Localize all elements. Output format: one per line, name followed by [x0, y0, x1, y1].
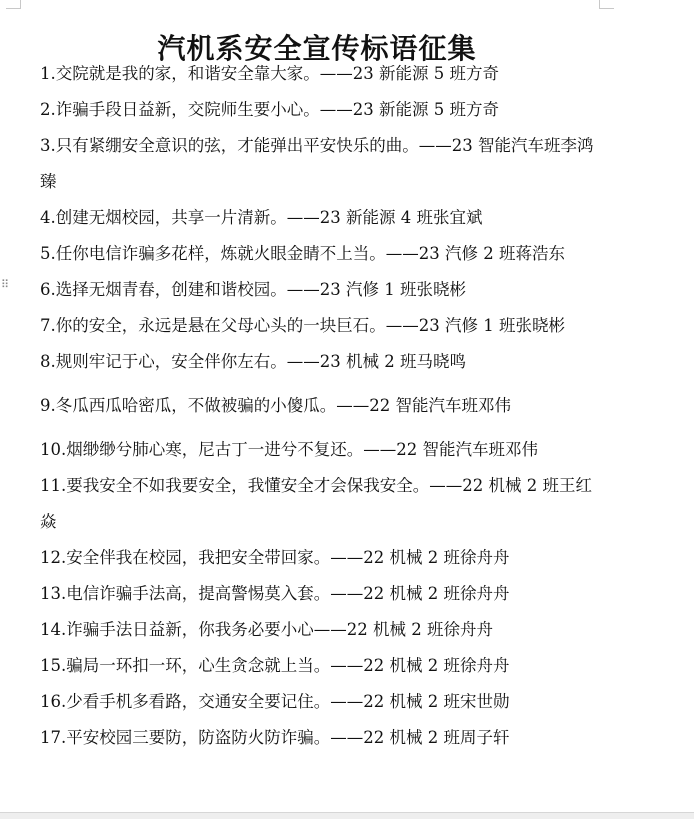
list-item: 9.冬瓜西瓜哈密瓜，不做被骗的小傻瓜。——22 智能汽车班邓伟: [40, 396, 511, 415]
page-corner-mark: [6, 0, 21, 9]
list-item: 2.诈骗手段日益新，交院师生要小心。——23 新能源 5 班方奇: [40, 100, 499, 119]
list-item: 5.任你电信诈骗多花样，炼就火眼金睛不上当。——23 汽修 2 班蒋浩东: [40, 244, 565, 263]
list-item: 11.要我安全不如我要安全，我懂安全才会保我安全。——22 机械 2 班王红焱: [40, 476, 592, 531]
drag-handle-icon[interactable]: ⠿: [1, 278, 11, 291]
page-corner-mark: [599, 0, 614, 9]
slogan-list: [40, 56, 600, 756]
list-item: 16.少看手机多看路，交通安全要记住。——22 机械 2 班宋世勋: [40, 692, 510, 711]
list-item: 17.平安校园三要防，防盗防火防诈骗。——22 机械 2 班周子轩: [40, 728, 510, 747]
list-item: 15.骗局一环扣一环，心生贪念就上当。——22 机械 2 班徐舟舟: [40, 656, 510, 675]
list-item: 7.你的安全，永远是悬在父母心头的一块巨石。——23 汽修 1 班张晓彬: [40, 316, 565, 335]
list-item: 8.规则牢记于心，安全伴你左右。——23 机械 2 班马晓鸣: [40, 352, 466, 371]
document-title: 汽机系安全宣传标语征集: [157, 31, 477, 65]
status-bar: [0, 812, 694, 819]
list-item: 10.烟缈缈兮肺心寒，尼古丁一进兮不复还。——22 智能汽车班邓伟: [40, 440, 538, 459]
list-item: 13.电信诈骗手法高，提高警惕莫入套。——22 机械 2 班徐舟舟: [40, 584, 510, 603]
list-item: 12.安全伴我在校园，我把安全带回家。——22 机械 2 班徐舟舟: [40, 548, 510, 567]
list-item: 3.只有紧绷安全意识的弦，才能弹出平安快乐的曲。——23 智能汽车班李鸿臻: [40, 136, 594, 191]
list-item: 1.交院就是我的家，和谐安全靠大家。——23 新能源 5 班方奇: [40, 64, 499, 83]
list-item: 14.诈骗手法日益新，你我务必要小心——22 机械 2 班徐舟舟: [40, 620, 493, 639]
list-item: 4.创建无烟校园，共享一片清新。——23 新能源 4 班张宜斌: [40, 208, 483, 227]
list-item: 6.选择无烟青春，创建和谐校园。——23 汽修 1 班张晓彬: [40, 280, 466, 299]
